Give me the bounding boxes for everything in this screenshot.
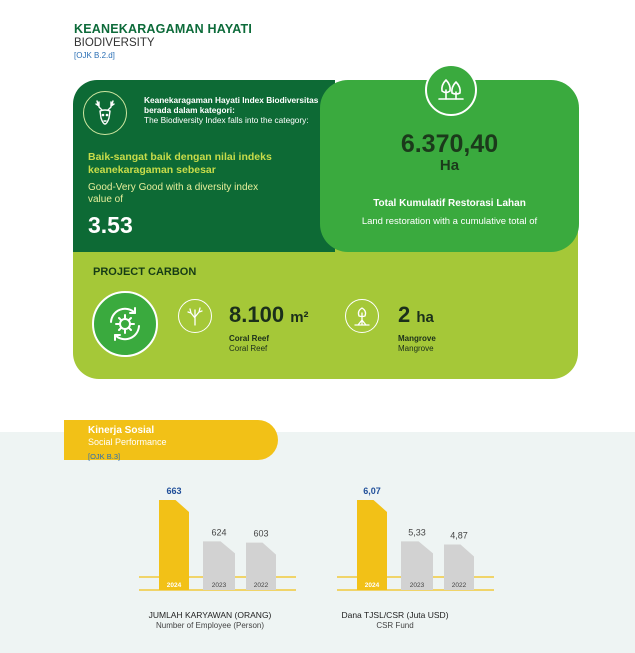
restoration-label: Total Kumulatif Restorasi Lahan [373,198,526,209]
recycle-gear-icon [92,291,158,357]
trees-icon [425,64,477,116]
mangrove-label: Mangrove [398,334,436,343]
mangrove-number: 2 [398,302,411,327]
ojk-reference-social: [OJK B.3] [88,452,121,461]
csr-value-label-2023: 5,33 [408,527,426,538]
coral-reef-value [229,302,309,328]
mangrove-icon [345,299,379,333]
coral-reef-label: Coral Reef [229,334,270,343]
index-heading-en: The Biodiversity Index falls into the category: [144,115,309,125]
index-category: Baik-sangat baik dengan nilai indeks keanekaragaman sebesar [88,151,272,176]
mangrove-label-en: Mangrove [398,344,434,353]
mangrove-value [398,302,434,328]
mangrove-unit: ha [416,309,434,326]
csr-category-label-2022: 2022 [451,582,467,589]
csr-category-label-2024: 2024 [364,582,380,589]
csr-chart-title: Dana TJSL/CSR (Juta USD) [341,610,449,620]
ojk-reference-biodiversity: [OJK B.2.d] [74,51,115,60]
employee-category-label-2024: 2024 [166,582,182,589]
index-heading: Keanekaragaman Hayati Index Biodiversitas berada dalam kategori: [144,95,319,115]
restoration-value: 6.370,40 [400,130,499,158]
csr-chart-subtitle: CSR Fund [376,621,414,630]
csr-bar-2024 [357,500,387,590]
coral-reef-unit: m² [290,309,309,326]
social-title-en: Social Performance [88,437,167,447]
social-title: Kinerja Sosial [88,425,155,436]
section-title-biodiversity: KEANEKARAGAMAN HAYATI [74,22,253,36]
social-charts [0,470,635,610]
csr-value-label-2024: 6,07 [363,486,381,496]
deer-icon [83,91,127,135]
restoration-label-en: Land restoration with a cumulative total of [361,216,538,227]
employee-value-label-2022: 603 [253,528,269,539]
project-carbon-title: PROJECT CARBON [93,266,197,278]
employee-value-label-2024: 663 [166,486,182,496]
section-subtitle-biodiversity: BIODIVERSITY [74,37,155,49]
coral-icon [178,299,212,333]
employee-category-label-2023: 2023 [211,582,227,589]
index-value: 3.53 [88,212,133,238]
employee-value-label-2023: 624 [211,527,227,538]
coral-reef-label-en: Coral Reef [229,344,268,353]
employee-category-label-2022: 2022 [253,582,269,589]
csr-value-label-2022: 4,87 [450,530,468,541]
employee-chart-subtitle: Number of Employee (Person) [155,621,265,630]
index-category-en: Good-Very Good with a diversity index value of [88,182,259,205]
employee-chart-title: JUMLAH KARYAWAN (ORANG) [148,610,272,620]
csr-category-label-2023: 2023 [409,582,425,589]
restoration-unit: Ha [439,157,460,174]
employee-bar-2024 [159,500,189,590]
coral-reef-number: 8.100 [229,302,285,327]
